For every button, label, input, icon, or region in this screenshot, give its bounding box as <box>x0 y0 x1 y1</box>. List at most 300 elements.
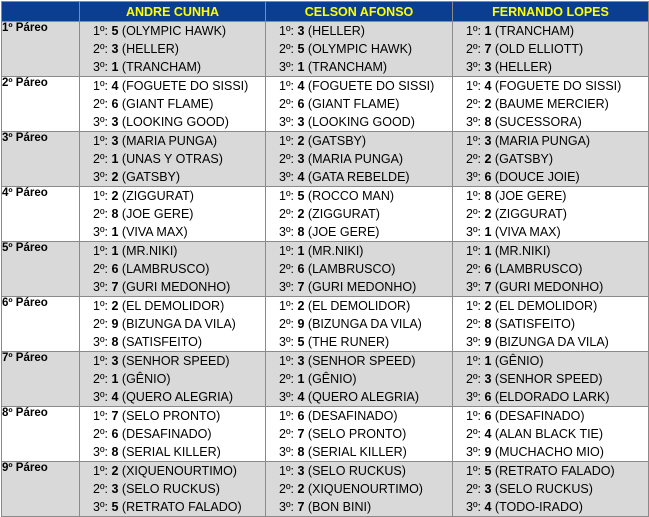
picks-cell <box>80 132 266 187</box>
horse-name: (MR.NIKI) <box>494 244 551 258</box>
pick-line <box>80 113 265 131</box>
pareo-label: 5º Páreo <box>2 242 80 297</box>
pick-line <box>266 443 452 461</box>
horse-number: 1 <box>111 152 119 166</box>
horse-number: 2 <box>297 134 305 148</box>
horse-name: (LOOKING GOOD) <box>121 115 229 129</box>
pick-line <box>266 498 452 516</box>
horse-number: 1 <box>297 244 305 258</box>
pick-line <box>453 333 648 351</box>
pick-line <box>453 205 648 223</box>
horse-name: (SELO PRONTO) <box>121 409 221 423</box>
horse-name: (ZIGGURAT) <box>121 189 194 203</box>
pick-position: 2º: <box>93 372 108 386</box>
horse-name: (XIQUENOURTIMO) <box>307 482 423 496</box>
horse-name: (TRANCHAM) <box>307 60 388 74</box>
horse-name: (HELLER) <box>494 60 552 74</box>
pick-position: 2º: <box>93 317 108 331</box>
pick-line <box>80 40 265 58</box>
picks-cell <box>266 297 453 352</box>
table-row <box>2 22 649 77</box>
horse-number: 1 <box>484 24 492 38</box>
horse-number: 1 <box>297 60 305 74</box>
horse-number: 8 <box>484 189 492 203</box>
horse-name: (MARIA PUNGA) <box>307 152 404 166</box>
horse-number: 3 <box>111 482 119 496</box>
pick-position: 3º: <box>93 445 108 459</box>
pick-position: 2º: <box>93 207 108 221</box>
pick-position: 1º: <box>93 79 108 93</box>
pick-line <box>80 58 265 76</box>
pick-line <box>453 242 648 260</box>
picks-cell <box>80 352 266 407</box>
pick-position: 3º: <box>466 225 481 239</box>
pareo-label: 9º Páreo <box>2 462 80 517</box>
horse-name: (BIZUNGA DA VILA) <box>121 317 236 331</box>
picks-cell <box>453 407 649 462</box>
horse-number: 6 <box>484 409 492 423</box>
pick-position: 2º: <box>279 317 294 331</box>
pick-line <box>80 425 265 443</box>
pick-line <box>453 150 648 168</box>
pick-position: 1º: <box>466 189 481 203</box>
horse-name: (VIVA MAX) <box>121 225 188 239</box>
pick-line <box>80 150 265 168</box>
pick-position: 2º: <box>466 317 481 331</box>
horse-number: 2 <box>111 170 119 184</box>
horse-number: 4 <box>297 390 305 404</box>
pick-position: 1º: <box>466 409 481 423</box>
horse-name: (MARIA PUNGA) <box>121 134 218 148</box>
horse-number: 3 <box>111 354 119 368</box>
horse-name: (GATSBY) <box>494 152 554 166</box>
pick-position: 1º: <box>279 464 294 478</box>
horse-number: 4 <box>111 79 119 93</box>
horse-number: 3 <box>484 372 492 386</box>
horse-number: 3 <box>297 115 305 129</box>
horse-number: 1 <box>297 372 305 386</box>
horse-number: 8 <box>111 445 119 459</box>
horse-number: 6 <box>484 170 492 184</box>
pareo-label: 3º Páreo <box>2 132 80 187</box>
table-row <box>2 462 649 517</box>
horse-name: (BON BINI) <box>307 500 372 514</box>
horse-number: 6 <box>484 262 492 276</box>
pick-position: 2º: <box>279 97 294 111</box>
picks-cell <box>266 242 453 297</box>
horse-number: 8 <box>111 335 119 349</box>
pick-line <box>80 352 265 370</box>
pick-line <box>80 407 265 425</box>
horse-name: (ROCCO MAN) <box>307 189 395 203</box>
picks-cell <box>453 242 649 297</box>
pick-position: 3º: <box>466 60 481 74</box>
picks-cell <box>453 462 649 517</box>
header-fernando-lopes: FERNANDO LOPES <box>453 2 649 22</box>
picks-cell <box>80 187 266 242</box>
pick-position: 3º: <box>466 445 481 459</box>
horse-number: 7 <box>297 500 305 514</box>
pick-line <box>80 187 265 205</box>
horse-name: (EL DEMOLIDOR) <box>494 299 598 313</box>
horse-name: (DOUCE JOIE) <box>494 170 580 184</box>
pick-line <box>266 77 452 95</box>
picks-cell <box>266 352 453 407</box>
pick-line <box>80 223 265 241</box>
pick-position: 2º: <box>279 262 294 276</box>
header-celson-afonso: CELSON AFONSO <box>266 2 453 22</box>
pick-position: 1º: <box>279 354 294 368</box>
pick-position: 2º: <box>466 372 481 386</box>
pick-position: 2º: <box>279 152 294 166</box>
horse-name: (THE RUNER) <box>307 335 390 349</box>
pick-line <box>80 168 265 186</box>
horse-name: (ZIGGURAT) <box>307 207 380 221</box>
pick-position: 2º: <box>93 482 108 496</box>
pick-position: 1º: <box>93 244 108 258</box>
pick-position: 2º: <box>279 482 294 496</box>
pick-position: 2º: <box>93 427 108 441</box>
horse-name: (OLYMPIC HAWK) <box>307 42 413 56</box>
pick-line <box>80 498 265 516</box>
header-andre-cunha: ANDRE CUNHA <box>80 2 266 22</box>
horse-name: (MUCHACHO MIO) <box>494 445 604 459</box>
pick-position: 3º: <box>93 390 108 404</box>
pick-line <box>266 297 452 315</box>
horse-number: 6 <box>111 262 119 276</box>
horse-name: (LAMBRUSCO) <box>307 262 396 276</box>
pick-position: 1º: <box>279 79 294 93</box>
pick-position: 3º: <box>279 115 294 129</box>
pick-position: 3º: <box>466 500 481 514</box>
pick-line <box>80 132 265 150</box>
horse-name: (HELLER) <box>307 24 365 38</box>
pick-line <box>453 388 648 406</box>
horse-number: 5 <box>111 24 119 38</box>
pick-position: 1º: <box>466 244 481 258</box>
horse-name: (GURI MEDONHO) <box>307 280 417 294</box>
horse-number: 2 <box>111 464 119 478</box>
pick-line <box>266 480 452 498</box>
pick-position: 2º: <box>466 152 481 166</box>
picks-cell <box>80 242 266 297</box>
horse-number: 8 <box>484 115 492 129</box>
horse-number: 8 <box>111 207 119 221</box>
horse-number: 4 <box>484 500 492 514</box>
pick-position: 2º: <box>466 262 481 276</box>
pareo-label: 7º Páreo <box>2 352 80 407</box>
horse-name: (MR.NIKI) <box>121 244 178 258</box>
pick-line <box>266 425 452 443</box>
pick-line <box>80 260 265 278</box>
pick-line <box>453 425 648 443</box>
pick-line <box>80 370 265 388</box>
pick-line <box>266 150 452 168</box>
horse-number: 2 <box>484 207 492 221</box>
horse-number: 3 <box>111 42 119 56</box>
horse-number: 3 <box>484 60 492 74</box>
horse-number: 3 <box>111 115 119 129</box>
horse-name: (XIQUENOURTIMO) <box>121 464 237 478</box>
pick-position: 3º: <box>93 170 108 184</box>
pick-position: 3º: <box>279 280 294 294</box>
horse-name: (FOGUETE DO SISSI) <box>307 79 435 93</box>
horse-number: 6 <box>484 390 492 404</box>
horse-name: (LAMBRUSCO) <box>121 262 210 276</box>
pick-line <box>80 297 265 315</box>
pick-line <box>266 242 452 260</box>
horse-number: 2 <box>111 189 119 203</box>
pick-position: 1º: <box>93 354 108 368</box>
pick-position: 2º: <box>466 207 481 221</box>
horse-number: 7 <box>111 409 119 423</box>
pick-line <box>266 462 452 480</box>
horse-name: (BIZUNGA DA VILA) <box>494 335 609 349</box>
pareo-label: 1º Páreo <box>2 22 80 77</box>
picks-cell <box>80 407 266 462</box>
pick-position: 2º: <box>466 427 481 441</box>
horse-name: (JOE GERE) <box>494 189 567 203</box>
pick-position: 2º: <box>279 372 294 386</box>
pick-position: 1º: <box>279 409 294 423</box>
picks-cell <box>453 352 649 407</box>
picks-table <box>1 1 649 517</box>
horse-number: 7 <box>297 427 305 441</box>
pick-line <box>453 22 648 40</box>
horse-name: (SELO RUCKUS) <box>307 464 406 478</box>
pick-position: 1º: <box>93 189 108 203</box>
pick-line <box>266 113 452 131</box>
horse-number: 3 <box>297 24 305 38</box>
horse-number: 1 <box>111 225 119 239</box>
horse-number: 7 <box>484 280 492 294</box>
table-body <box>2 22 649 517</box>
horse-number: 7 <box>297 280 305 294</box>
horse-number: 2 <box>297 482 305 496</box>
picks-cell <box>453 22 649 77</box>
pick-position: 3º: <box>466 280 481 294</box>
horse-name: (SELO RUCKUS) <box>121 482 220 496</box>
horse-name: (GÊNIO) <box>307 372 357 386</box>
horse-number: 3 <box>484 134 492 148</box>
horse-name: (SENHOR SPEED) <box>121 354 230 368</box>
pick-position: 3º: <box>279 390 294 404</box>
picks-cell <box>266 132 453 187</box>
pick-position: 1º: <box>466 134 481 148</box>
picks-cell <box>266 407 453 462</box>
pick-position: 1º: <box>279 244 294 258</box>
table-row <box>2 77 649 132</box>
pick-position: 1º: <box>279 189 294 203</box>
pick-position: 2º: <box>279 207 294 221</box>
horse-number: 3 <box>297 464 305 478</box>
pick-line <box>266 260 452 278</box>
pick-line <box>453 187 648 205</box>
horse-name: (VIVA MAX) <box>494 225 561 239</box>
pareo-label: 6º Páreo <box>2 297 80 352</box>
pick-position: 1º: <box>93 464 108 478</box>
horse-name: (SELO RUCKUS) <box>494 482 593 496</box>
horse-name: (TRANCHAM) <box>121 60 202 74</box>
horse-name: (SERIAL KILLER) <box>121 445 221 459</box>
pick-position: 1º: <box>93 134 108 148</box>
pick-position: 3º: <box>466 335 481 349</box>
pick-line <box>266 58 452 76</box>
pick-line <box>266 168 452 186</box>
pick-position: 2º: <box>93 97 108 111</box>
picks-cell <box>453 77 649 132</box>
pick-line <box>266 370 452 388</box>
pick-line <box>80 315 265 333</box>
horse-number: 2 <box>484 97 492 111</box>
horse-number: 3 <box>297 152 305 166</box>
horse-number: 5 <box>297 189 305 203</box>
pick-position: 3º: <box>466 170 481 184</box>
horse-name: (GATSBY) <box>307 134 367 148</box>
horse-number: 2 <box>111 299 119 313</box>
pick-position: 3º: <box>279 60 294 74</box>
pick-position: 3º: <box>93 500 108 514</box>
horse-number: 2 <box>484 299 492 313</box>
horse-name: (MR.NIKI) <box>307 244 364 258</box>
pick-line <box>266 315 452 333</box>
horse-name: (FOGUETE DO SISSI) <box>494 79 622 93</box>
pick-line <box>453 370 648 388</box>
pick-line <box>266 22 452 40</box>
pick-line <box>266 95 452 113</box>
horse-name: (SERIAL KILLER) <box>307 445 407 459</box>
pick-position: 2º: <box>93 152 108 166</box>
horse-number: 1 <box>484 225 492 239</box>
horse-number: 6 <box>111 97 119 111</box>
horse-name: (EL DEMOLIDOR) <box>121 299 225 313</box>
pick-position: 1º: <box>279 134 294 148</box>
horse-number: 9 <box>484 335 492 349</box>
picks-cell <box>453 297 649 352</box>
pick-position: 1º: <box>466 464 481 478</box>
horse-name: (SUCESSORA) <box>494 115 582 129</box>
pick-position: 1º: <box>93 409 108 423</box>
horse-name: (SATISFEITO) <box>494 317 576 331</box>
horse-number: 4 <box>297 170 305 184</box>
horse-number: 5 <box>297 335 305 349</box>
horse-number: 3 <box>111 134 119 148</box>
horse-number: 8 <box>484 317 492 331</box>
picks-cell <box>80 77 266 132</box>
picks-cell <box>266 77 453 132</box>
pick-line <box>80 22 265 40</box>
horse-number: 1 <box>111 372 119 386</box>
horse-name: (DESAFINADO) <box>307 409 398 423</box>
horse-number: 4 <box>297 79 305 93</box>
pick-line <box>266 407 452 425</box>
horse-name: (SENHOR SPEED) <box>307 354 416 368</box>
header-row <box>2 2 649 22</box>
pick-position: 2º: <box>279 427 294 441</box>
horse-name: (OLYMPIC HAWK) <box>121 24 227 38</box>
pick-line <box>453 260 648 278</box>
pick-position: 3º: <box>279 170 294 184</box>
horse-number: 4 <box>484 79 492 93</box>
horse-name: (SENHOR SPEED) <box>494 372 603 386</box>
pick-line <box>266 223 452 241</box>
horse-name: (EL DEMOLIDOR) <box>307 299 411 313</box>
pick-position: 1º: <box>279 24 294 38</box>
pick-position: 3º: <box>93 60 108 74</box>
pick-line <box>266 278 452 296</box>
picks-cell <box>453 132 649 187</box>
horse-name: (QUERO ALEGRIA) <box>307 390 420 404</box>
pick-line <box>266 388 452 406</box>
horse-number: 3 <box>484 482 492 496</box>
horse-name: (GÊNIO) <box>121 372 171 386</box>
pick-line <box>453 40 648 58</box>
picks-cell <box>266 22 453 77</box>
pick-line <box>453 113 648 131</box>
horse-number: 2 <box>297 207 305 221</box>
horse-number: 4 <box>484 427 492 441</box>
horse-number: 6 <box>111 427 119 441</box>
horse-number: 2 <box>484 152 492 166</box>
horse-name: (GIANT FLAME) <box>307 97 400 111</box>
pick-position: 3º: <box>93 280 108 294</box>
pick-position: 3º: <box>466 390 481 404</box>
pick-position: 2º: <box>466 42 481 56</box>
horse-name: (JOE GERE) <box>307 225 380 239</box>
pick-position: 3º: <box>93 115 108 129</box>
pareo-label: 4º Páreo <box>2 187 80 242</box>
horse-number: 6 <box>297 262 305 276</box>
pick-line <box>80 388 265 406</box>
pick-line <box>453 77 648 95</box>
pick-position: 2º: <box>279 42 294 56</box>
pick-line <box>453 480 648 498</box>
horse-name: (OLD ELLIOTT) <box>494 42 584 56</box>
horse-name: (LAMBRUSCO) <box>494 262 583 276</box>
picks-cell <box>453 187 649 242</box>
pick-line <box>80 77 265 95</box>
horse-number: 1 <box>111 60 119 74</box>
pick-position: 1º: <box>466 24 481 38</box>
horse-number: 4 <box>111 390 119 404</box>
pick-line <box>266 352 452 370</box>
horse-name: (ALAN BLACK TIE) <box>494 427 604 441</box>
horse-name: (QUERO ALEGRIA) <box>121 390 234 404</box>
horse-name: (DESAFINADO) <box>494 409 585 423</box>
pick-position: 1º: <box>93 24 108 38</box>
pareo-label: 2º Páreo <box>2 77 80 132</box>
pick-line <box>453 407 648 425</box>
horse-name: (BAUME MERCIER) <box>494 97 609 111</box>
header-corner <box>2 2 80 22</box>
pick-position: 1º: <box>466 354 481 368</box>
pick-position: 3º: <box>466 115 481 129</box>
pick-line <box>80 242 265 260</box>
pick-line <box>453 498 648 516</box>
pick-position: 3º: <box>279 445 294 459</box>
horse-name: (TRANCHAM) <box>494 24 575 38</box>
pick-line <box>266 132 452 150</box>
horse-number: 6 <box>297 97 305 111</box>
pick-position: 3º: <box>93 225 108 239</box>
horse-name: (ZIGGURAT) <box>494 207 567 221</box>
table-row <box>2 242 649 297</box>
pick-position: 1º: <box>466 299 481 313</box>
horse-name: (DESAFINADO) <box>121 427 212 441</box>
horse-name: (GÊNIO) <box>494 354 544 368</box>
pick-line <box>266 40 452 58</box>
pick-line <box>453 95 648 113</box>
